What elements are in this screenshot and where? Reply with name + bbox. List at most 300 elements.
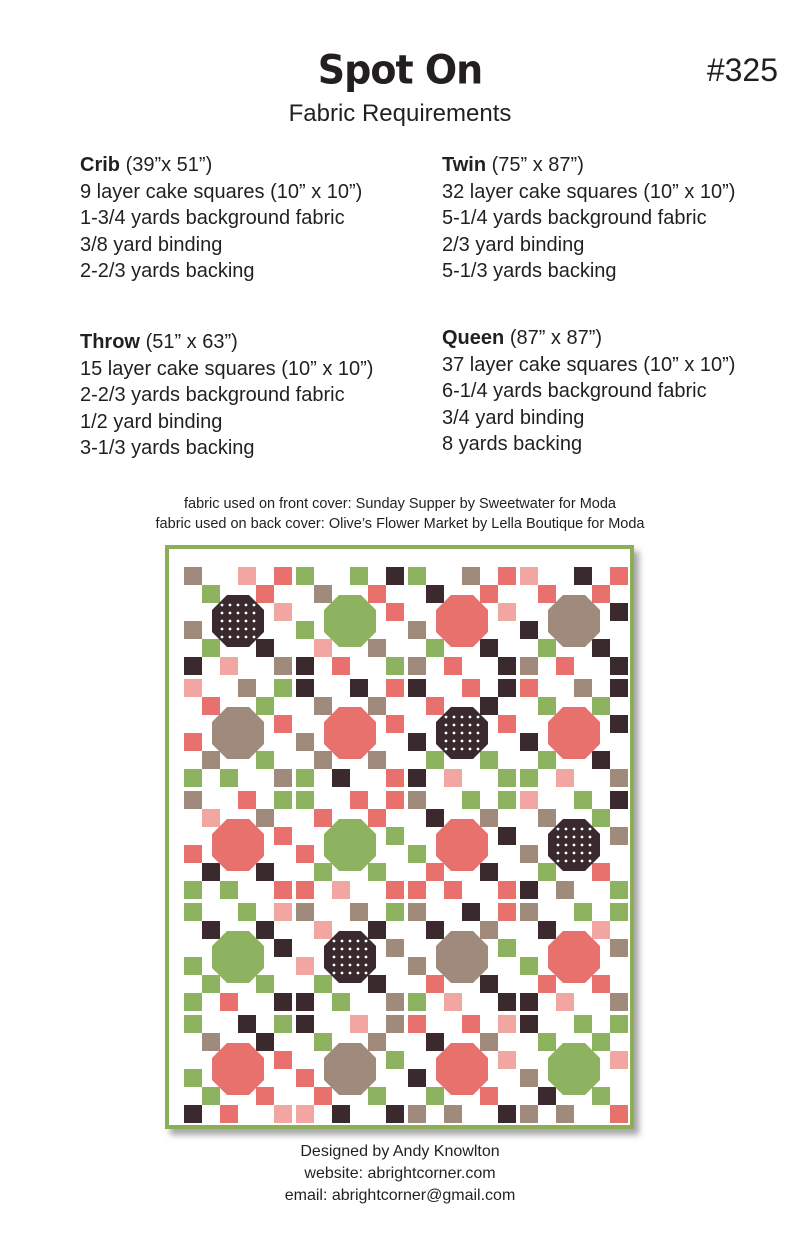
quilt-patch-square bbox=[368, 697, 386, 715]
polka-dot bbox=[245, 636, 248, 639]
polka-dot bbox=[229, 636, 232, 639]
quilt-patch-square bbox=[296, 567, 314, 585]
quilt-patch-square bbox=[220, 881, 238, 899]
requirement-line: 3/4 yard binding bbox=[442, 406, 585, 429]
requirement-line: 5-1/3 yards backing bbox=[442, 260, 617, 282]
polka-dot bbox=[245, 620, 248, 623]
quilt-patch-square bbox=[610, 603, 628, 621]
polka-dot bbox=[357, 948, 360, 951]
quilt-patch-square bbox=[350, 567, 368, 585]
polka-dot bbox=[341, 940, 344, 943]
quilt-patch-square bbox=[538, 639, 556, 657]
quilt-patch-square bbox=[538, 585, 556, 603]
polka-dot bbox=[253, 636, 256, 639]
quilt-patch-square bbox=[610, 657, 628, 675]
quilt-image bbox=[165, 545, 634, 1129]
polka-dot bbox=[461, 740, 464, 743]
quilt-patch-square bbox=[296, 791, 314, 809]
quilt-patch-square bbox=[520, 881, 538, 899]
polka-dot bbox=[565, 836, 568, 839]
quilt-block-center bbox=[548, 1043, 600, 1095]
polka-dot bbox=[589, 836, 592, 839]
quilt-patch-square bbox=[332, 881, 350, 899]
polka-dot bbox=[253, 604, 256, 607]
quilt-patch-square bbox=[274, 1015, 292, 1033]
polka-dot bbox=[221, 612, 224, 615]
quilt-patch-square bbox=[256, 585, 274, 603]
polka-dot bbox=[357, 972, 360, 975]
quilt-patch-square bbox=[610, 715, 628, 733]
polka-dot bbox=[357, 956, 360, 959]
quilt-patch-square bbox=[520, 845, 538, 863]
polka-dot bbox=[349, 948, 352, 951]
quilt-patch-square bbox=[314, 1087, 332, 1105]
quilt-patch-square bbox=[296, 733, 314, 751]
polka-dot bbox=[349, 940, 352, 943]
requirement-line: 1/2 yard binding bbox=[80, 410, 223, 433]
quilt-patch-square bbox=[184, 621, 202, 639]
quilt-patch-square bbox=[274, 567, 292, 585]
quilt-patch-square bbox=[184, 903, 202, 921]
polka-dot bbox=[237, 636, 240, 639]
quilt-patch-square bbox=[368, 639, 386, 657]
requirement-line: 32 layer cake squares (10” x 10”) bbox=[442, 180, 736, 203]
requirement-line: 5-1/4 yards background fabric bbox=[442, 207, 707, 229]
quilt-patch-square bbox=[408, 845, 426, 863]
polka-dot bbox=[333, 948, 336, 951]
quilt-patch-square bbox=[368, 921, 386, 939]
quilt-block-center bbox=[212, 819, 264, 871]
quilt-patch-square bbox=[592, 1033, 610, 1051]
quilt-patch-square bbox=[426, 1087, 444, 1105]
quilt-patch-square bbox=[426, 639, 444, 657]
quilt-patch-square bbox=[556, 769, 574, 787]
quilt-patch-square bbox=[274, 769, 292, 787]
polka-dot bbox=[589, 844, 592, 847]
fabric-note-front: fabric used on front cover: Sunday Supper by Sweetwater for Moda bbox=[183, 496, 616, 512]
polka-dot bbox=[581, 852, 584, 855]
quilt-patch-square bbox=[202, 1033, 220, 1051]
quilt-patch-square bbox=[498, 1105, 516, 1123]
quilt-patch-square bbox=[480, 1033, 498, 1051]
polka-dot bbox=[453, 716, 456, 719]
quilt-patch-square bbox=[314, 1033, 332, 1051]
quilt-patch-square bbox=[314, 751, 332, 769]
size-name: Throw bbox=[80, 331, 140, 353]
polka-dot bbox=[581, 860, 584, 863]
polka-dot bbox=[445, 724, 448, 727]
quilt-block-center bbox=[436, 1043, 488, 1095]
quilt-patch-square bbox=[274, 791, 292, 809]
polka-dot bbox=[253, 612, 256, 615]
quilt-patch-square bbox=[386, 679, 404, 697]
polka-dot bbox=[469, 740, 472, 743]
quilt-patch-square bbox=[386, 827, 404, 845]
quilt-patch-square bbox=[368, 1087, 386, 1105]
quilt-patch-square bbox=[408, 1069, 426, 1087]
requirement-line: 3-1/3 yards backing bbox=[80, 437, 255, 459]
quilt-patch-square bbox=[274, 881, 292, 899]
polka-dot bbox=[469, 732, 472, 735]
quilt-patch-square bbox=[462, 567, 480, 585]
quilt-patch-square bbox=[408, 1015, 426, 1033]
quilt-patch-square bbox=[498, 903, 516, 921]
quilt-patch-square bbox=[462, 1015, 480, 1033]
quilt-patch-square bbox=[462, 791, 480, 809]
quilt-patch-square bbox=[426, 585, 444, 603]
quilt-patch-square bbox=[386, 939, 404, 957]
polka-dot bbox=[349, 956, 352, 959]
quilt-patch-square bbox=[480, 863, 498, 881]
quilt-block-center bbox=[324, 819, 376, 871]
quilt-patch-square bbox=[498, 993, 516, 1011]
quilt-patch-square bbox=[538, 751, 556, 769]
polka-dot bbox=[589, 852, 592, 855]
quilt-patch-square bbox=[184, 657, 202, 675]
polka-dot bbox=[229, 620, 232, 623]
quilt-patch-square bbox=[296, 957, 314, 975]
polka-dot bbox=[253, 628, 256, 631]
quilt-patch-square bbox=[386, 881, 404, 899]
quilt-block-center bbox=[436, 931, 488, 983]
quilt-patch-square bbox=[314, 639, 332, 657]
quilt-patch-square bbox=[538, 975, 556, 993]
polka-dot bbox=[365, 940, 368, 943]
requirement-line: 9 layer cake squares (10” x 10”) bbox=[80, 180, 363, 203]
polka-dot bbox=[453, 732, 456, 735]
polka-dot bbox=[469, 716, 472, 719]
quilt-patch-square bbox=[610, 567, 628, 585]
polka-dot bbox=[253, 620, 256, 623]
quilt-patch-square bbox=[296, 903, 314, 921]
size-header bbox=[442, 325, 735, 352]
quilt-patch-square bbox=[574, 679, 592, 697]
polka-dot bbox=[341, 964, 344, 967]
quilt-patch-square bbox=[296, 621, 314, 639]
size-name: Queen bbox=[442, 327, 505, 349]
quilt-patch-square bbox=[498, 603, 516, 621]
polka-dot bbox=[365, 956, 368, 959]
quilt-patch-square bbox=[274, 657, 292, 675]
polka-dot bbox=[469, 748, 472, 751]
polka-dot bbox=[349, 972, 352, 975]
quilt-block-center bbox=[212, 707, 264, 759]
quilt-patch-square bbox=[256, 751, 274, 769]
size-dimensions: (39”x 51”) bbox=[125, 154, 213, 176]
quilt-patch-square bbox=[480, 585, 498, 603]
quilt-patch-square bbox=[538, 1033, 556, 1051]
quilt-patch-square bbox=[408, 621, 426, 639]
quilt-patch-square bbox=[408, 567, 426, 585]
quilt-patch-square bbox=[386, 567, 404, 585]
quilt-patch-square bbox=[256, 639, 274, 657]
quilt-patch-square bbox=[610, 1105, 628, 1123]
quilt-patch-square bbox=[610, 769, 628, 787]
quilt-patch-square bbox=[314, 809, 332, 827]
requirement-line: 2/3 yard binding bbox=[442, 233, 585, 256]
quilt-patch-square bbox=[350, 903, 368, 921]
quilt-patch-square bbox=[238, 791, 256, 809]
quilt-patch-square bbox=[610, 993, 628, 1011]
quilt-patch-square bbox=[314, 863, 332, 881]
polka-dot bbox=[445, 732, 448, 735]
quilt-patch-square bbox=[184, 1069, 202, 1087]
quilt-patch-square bbox=[332, 769, 350, 787]
polka-dot bbox=[229, 604, 232, 607]
quilt-patch-square bbox=[274, 603, 292, 621]
polka-dot bbox=[237, 604, 240, 607]
polka-dot bbox=[557, 852, 560, 855]
quilt-patch-square bbox=[610, 791, 628, 809]
quilt-patch-square bbox=[444, 769, 462, 787]
size-block-crib bbox=[80, 152, 362, 285]
quilt-patch-square bbox=[556, 657, 574, 675]
polka-dot bbox=[453, 724, 456, 727]
designer-credit: Designed by Andy Knowlton bbox=[300, 1143, 500, 1160]
quilt-patch-square bbox=[332, 657, 350, 675]
quilt-patch-square bbox=[350, 791, 368, 809]
quilt-patch-square bbox=[498, 939, 516, 957]
polka-dot bbox=[365, 972, 368, 975]
quilt-patch-square bbox=[498, 1015, 516, 1033]
quilt-patch-square bbox=[592, 1087, 610, 1105]
quilt-patch-square bbox=[274, 939, 292, 957]
quilt-patch-square bbox=[444, 657, 462, 675]
quilt-patch-square bbox=[368, 585, 386, 603]
quilt-patch-square bbox=[256, 1087, 274, 1105]
polka-dot bbox=[333, 964, 336, 967]
quilt-patch-square bbox=[184, 791, 202, 809]
polka-dot bbox=[461, 716, 464, 719]
quilt-patch-square bbox=[386, 657, 404, 675]
polka-dot bbox=[365, 964, 368, 967]
quilt-patch-square bbox=[444, 881, 462, 899]
quilt-patch-square bbox=[202, 1087, 220, 1105]
quilt-block-center bbox=[548, 595, 600, 647]
quilt-patch-square bbox=[184, 1105, 202, 1123]
quilt-patch-square bbox=[462, 679, 480, 697]
quilt-patch-square bbox=[274, 903, 292, 921]
quilt-patch-square bbox=[184, 1015, 202, 1033]
requirement-line: 37 layer cake squares (10” x 10”) bbox=[442, 353, 736, 376]
polka-dot bbox=[245, 604, 248, 607]
quilt-patch-square bbox=[274, 679, 292, 697]
quilt-patch-square bbox=[296, 1069, 314, 1087]
polka-dot bbox=[341, 956, 344, 959]
quilt-patch-square bbox=[184, 567, 202, 585]
quilt-patch-square bbox=[574, 791, 592, 809]
quilt-patch-square bbox=[184, 845, 202, 863]
polka-dot bbox=[477, 716, 480, 719]
quilt-patch-square bbox=[480, 1087, 498, 1105]
quilt-patch-square bbox=[386, 1051, 404, 1069]
polka-dot bbox=[565, 844, 568, 847]
quilt-patch-square bbox=[296, 881, 314, 899]
quilt-block-center bbox=[212, 1043, 264, 1095]
polka-dot bbox=[573, 836, 576, 839]
requirement-line: 15 layer cake squares (10” x 10”) bbox=[80, 357, 374, 380]
quilt-patch-square bbox=[426, 863, 444, 881]
quilt-patch-square bbox=[592, 639, 610, 657]
quilt-patch-square bbox=[610, 939, 628, 957]
polka-dot bbox=[573, 844, 576, 847]
quilt-patch-square bbox=[274, 827, 292, 845]
polka-dot bbox=[589, 860, 592, 863]
quilt-patch-square bbox=[256, 697, 274, 715]
quilt-patch-square bbox=[520, 791, 538, 809]
polka-dot bbox=[221, 604, 224, 607]
polka-dot bbox=[341, 972, 344, 975]
requirement-line: 1-3/4 yards background fabric bbox=[80, 207, 345, 229]
quilt-patch-square bbox=[520, 733, 538, 751]
quilt-patch-square bbox=[480, 639, 498, 657]
quilt-patch-square bbox=[538, 921, 556, 939]
quilt-patch-square bbox=[368, 863, 386, 881]
quilt-patch-square bbox=[386, 993, 404, 1011]
quilt-patch-square bbox=[408, 679, 426, 697]
quilt-patch-square bbox=[386, 791, 404, 809]
polka-dot bbox=[453, 740, 456, 743]
quilt-patch-square bbox=[426, 697, 444, 715]
quilt-patch-square bbox=[202, 585, 220, 603]
quilt-patch-square bbox=[480, 751, 498, 769]
quilt-block-center bbox=[324, 595, 376, 647]
quilt-patch-square bbox=[556, 1105, 574, 1123]
polka-dot bbox=[221, 636, 224, 639]
polka-dot bbox=[445, 740, 448, 743]
quilt-patch-square bbox=[220, 657, 238, 675]
quilt-patch-square bbox=[574, 903, 592, 921]
quilt-patch-square bbox=[592, 921, 610, 939]
size-block-queen bbox=[442, 325, 735, 458]
size-header bbox=[80, 329, 373, 356]
polka-dot bbox=[333, 972, 336, 975]
quilt-patch-square bbox=[238, 1015, 256, 1033]
quilt-patch-square bbox=[202, 921, 220, 939]
size-dimensions: (87” x 87”) bbox=[509, 327, 603, 349]
quilt-block-center bbox=[436, 595, 488, 647]
polka-dot bbox=[581, 844, 584, 847]
quilt-patch-square bbox=[350, 679, 368, 697]
polka-dot bbox=[445, 716, 448, 719]
polka-dot bbox=[221, 628, 224, 631]
polka-dot bbox=[589, 828, 592, 831]
quilt-patch-square bbox=[238, 679, 256, 697]
quilt-patch-square bbox=[238, 567, 256, 585]
quilt-patch-square bbox=[592, 975, 610, 993]
polka-dot bbox=[557, 844, 560, 847]
quilt-patch-square bbox=[386, 903, 404, 921]
quilt-patch-square bbox=[296, 679, 314, 697]
quilt-patch-square bbox=[274, 1051, 292, 1069]
size-header bbox=[442, 152, 735, 179]
quilt-block-center bbox=[548, 707, 600, 759]
polka-dot bbox=[349, 964, 352, 967]
polka-dot bbox=[565, 828, 568, 831]
quilt-patch-square bbox=[592, 751, 610, 769]
size-name: Twin bbox=[442, 154, 487, 176]
polka-dot bbox=[461, 748, 464, 751]
quilt-patch-square bbox=[368, 1033, 386, 1051]
fabric-note-back: fabric used on back cover: Olive’s Flower Market by Lella Boutique for Moda bbox=[155, 516, 645, 532]
quilt-patch-square bbox=[520, 679, 538, 697]
quilt-illustration bbox=[165, 545, 634, 1129]
quilt-block-center bbox=[324, 707, 376, 759]
quilt-patch-square bbox=[538, 809, 556, 827]
quilt-patch-square bbox=[520, 567, 538, 585]
polka-dot bbox=[245, 612, 248, 615]
quilt-patch-square bbox=[408, 957, 426, 975]
quilt-patch-square bbox=[426, 1033, 444, 1051]
polka-dot bbox=[469, 724, 472, 727]
quilt-patch-square bbox=[296, 845, 314, 863]
quilt-patch-square bbox=[520, 1105, 538, 1123]
quilt-patch-square bbox=[574, 567, 592, 585]
quilt-patch-square bbox=[184, 881, 202, 899]
quilt-patch-square bbox=[426, 921, 444, 939]
quilt-patch-square bbox=[220, 769, 238, 787]
quilt-patch-square bbox=[386, 1105, 404, 1123]
quilt-patch-square bbox=[184, 733, 202, 751]
quilt-patch-square bbox=[314, 585, 332, 603]
quilt-patch-square bbox=[296, 1105, 314, 1123]
quilt-block-center bbox=[212, 931, 264, 983]
quilt-patch-square bbox=[314, 921, 332, 939]
quilt-patch-square bbox=[592, 809, 610, 827]
quilt-patch-square bbox=[296, 993, 314, 1011]
polka-dot bbox=[565, 852, 568, 855]
polka-dot bbox=[477, 724, 480, 727]
polka-dot bbox=[453, 748, 456, 751]
quilt-patch-square bbox=[556, 881, 574, 899]
quilt-patch-square bbox=[368, 975, 386, 993]
polka-dot bbox=[245, 628, 248, 631]
polka-dot bbox=[237, 612, 240, 615]
quilt-patch-square bbox=[610, 881, 628, 899]
polka-dot bbox=[461, 732, 464, 735]
quilt-patch-square bbox=[574, 1015, 592, 1033]
polka-dot bbox=[229, 612, 232, 615]
quilt-patch-square bbox=[386, 769, 404, 787]
quilt-patch-square bbox=[296, 769, 314, 787]
size-dimensions: (51” x 63”) bbox=[145, 331, 238, 353]
polka-dot bbox=[477, 740, 480, 743]
quilt-patch-square bbox=[220, 993, 238, 1011]
quilt-patch-square bbox=[408, 903, 426, 921]
quilt-patch-square bbox=[520, 903, 538, 921]
polka-dot bbox=[357, 964, 360, 967]
quilt-patch-square bbox=[408, 993, 426, 1011]
quilt-patch-square bbox=[444, 993, 462, 1011]
size-dimensions: (75” x 87”) bbox=[491, 154, 584, 176]
quilt-patch-square bbox=[274, 715, 292, 733]
polka-dot bbox=[557, 836, 560, 839]
email-credit: email: abrightcorner@gmail.com bbox=[284, 1187, 516, 1204]
polka-dot bbox=[365, 948, 368, 951]
quilt-patch-square bbox=[462, 903, 480, 921]
polka-dot bbox=[557, 860, 560, 863]
quilt-patch-square bbox=[408, 657, 426, 675]
quilt-patch-square bbox=[296, 1015, 314, 1033]
quilt-patch-square bbox=[426, 809, 444, 827]
polka-dot bbox=[581, 828, 584, 831]
quilt-patch-square bbox=[202, 975, 220, 993]
quilt-patch-square bbox=[480, 697, 498, 715]
quilt-patch-square bbox=[498, 715, 516, 733]
polka-dot bbox=[477, 748, 480, 751]
quilt-patch-square bbox=[498, 567, 516, 585]
size-name: Crib bbox=[80, 154, 120, 176]
